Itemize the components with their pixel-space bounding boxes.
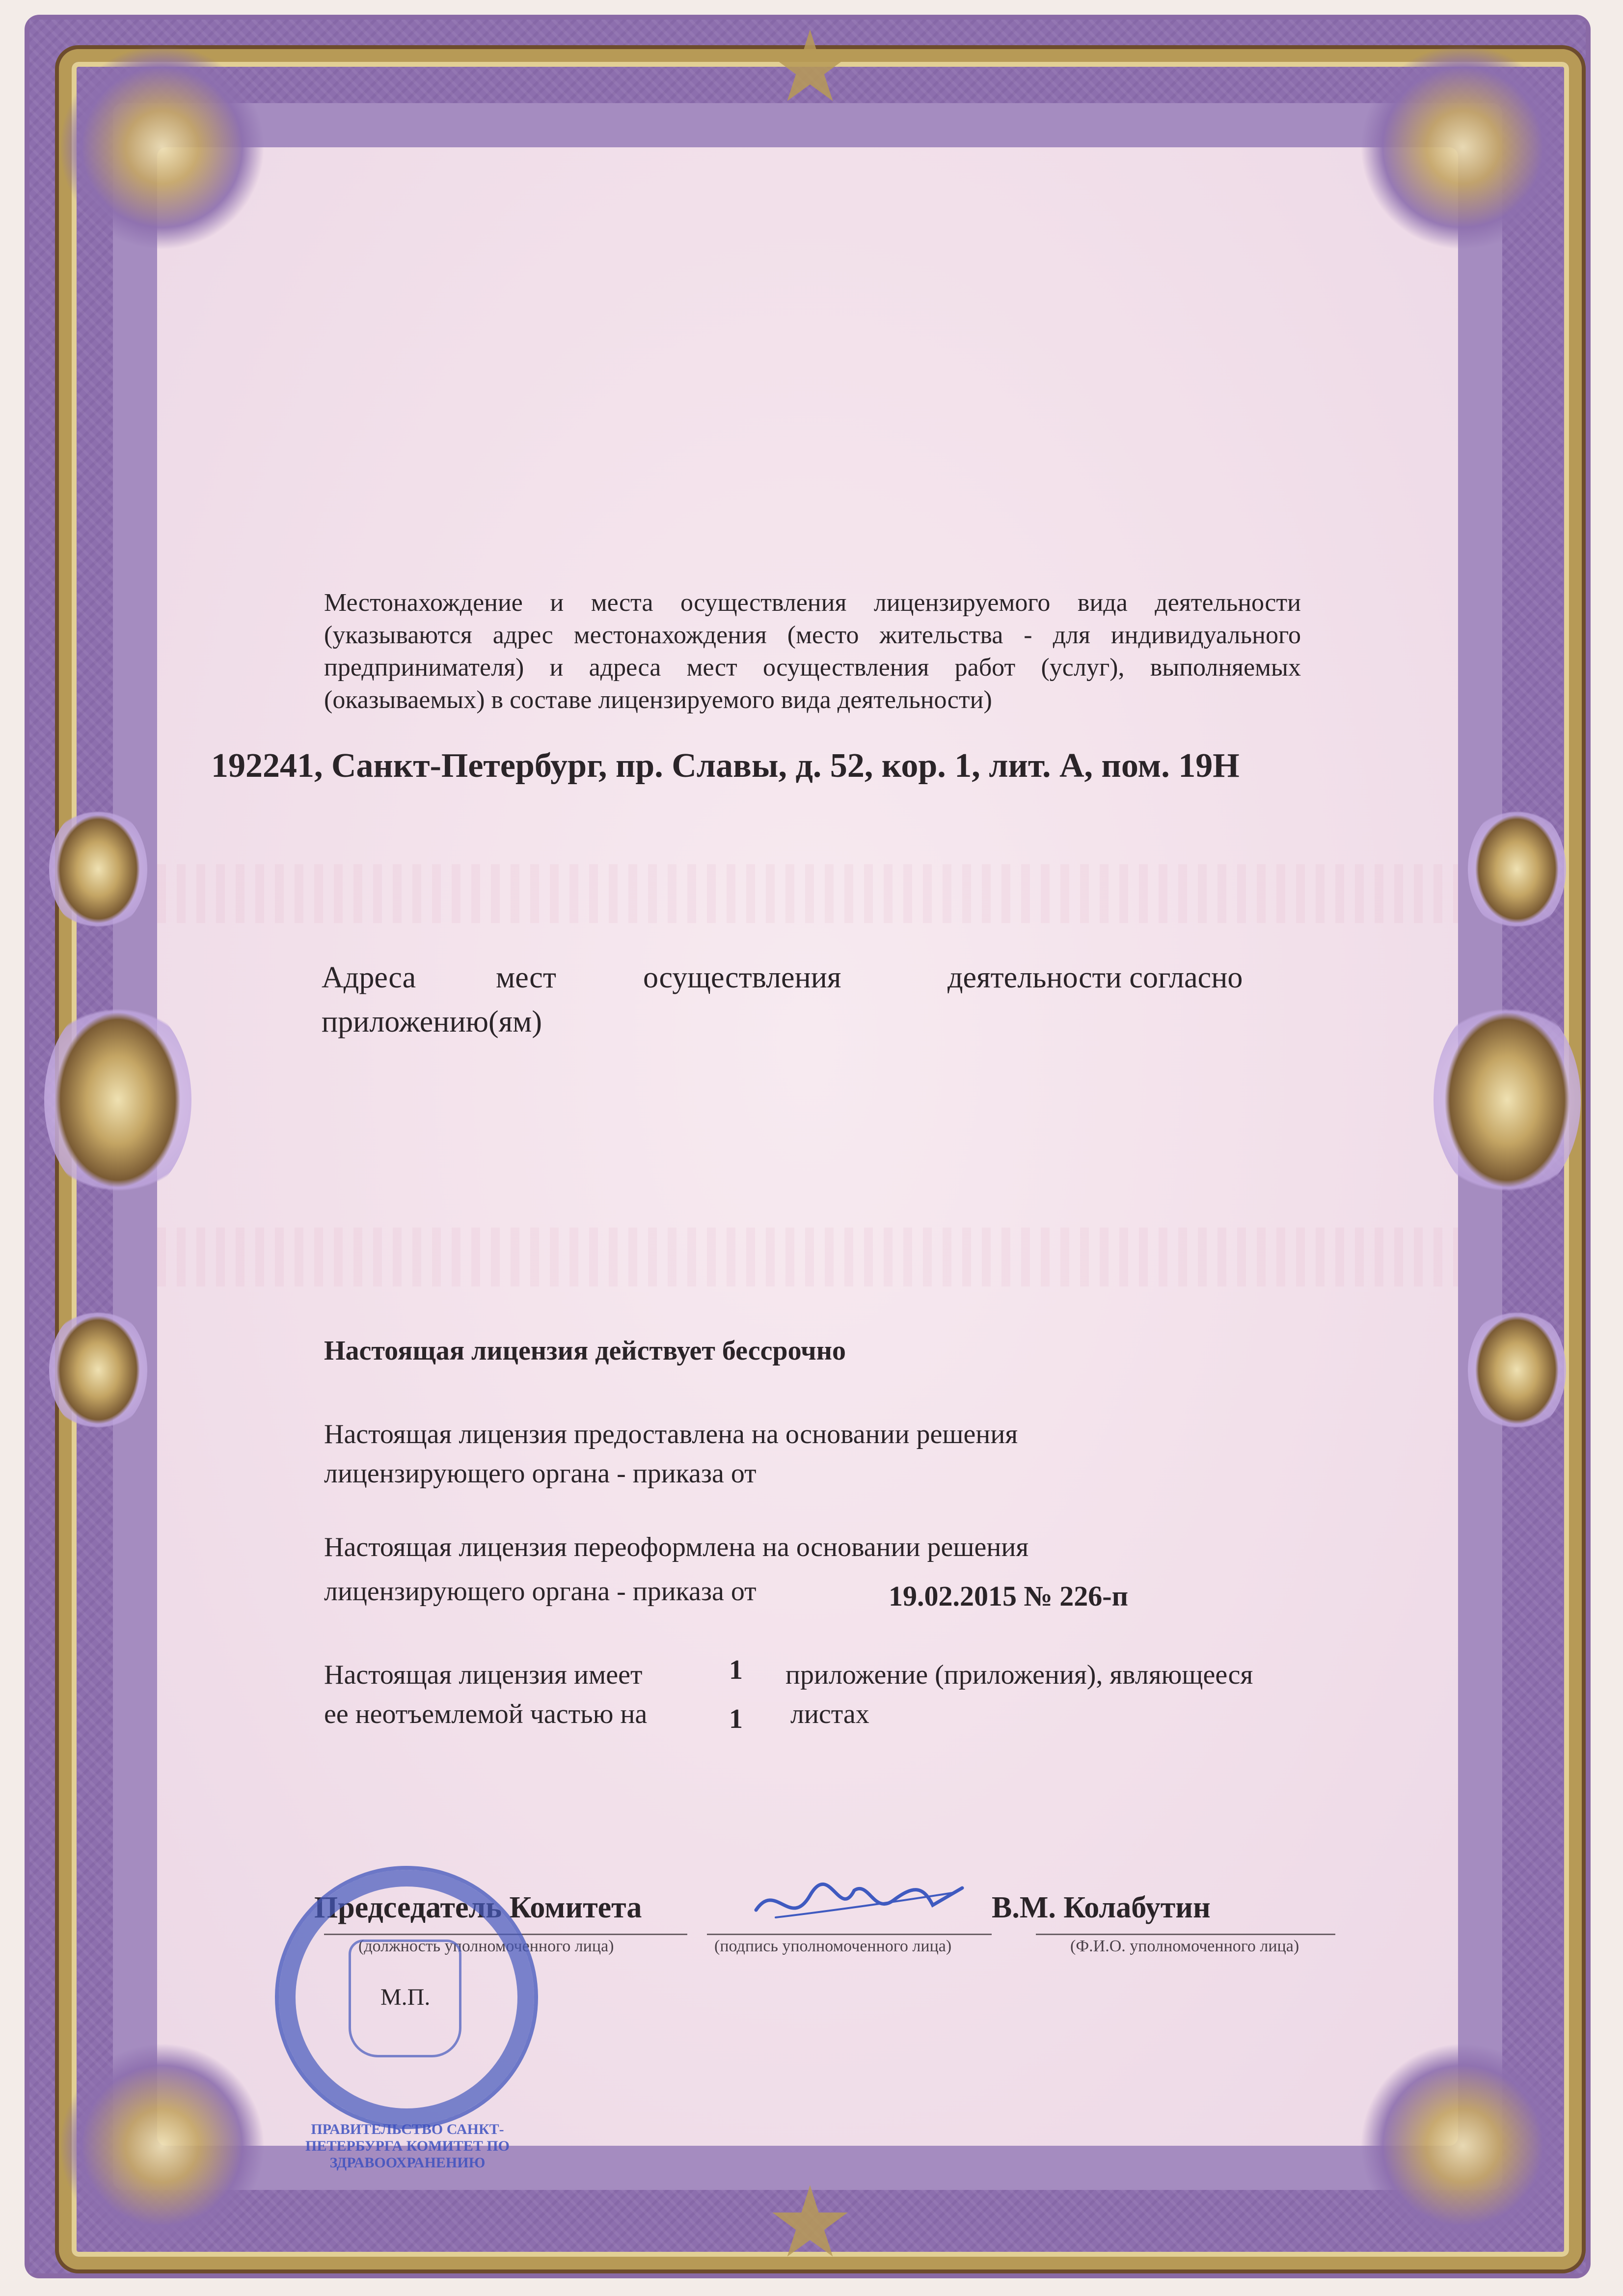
signatory-name: В.М. Колабутин bbox=[992, 1891, 1211, 1924]
reissued-basis-line1: Настоящая лицензия переоформлена на основании решения bbox=[324, 1532, 1029, 1562]
appendix-line2-prefix: ее неотъемлемой частью на bbox=[324, 1699, 648, 1729]
side-rosette bbox=[1434, 997, 1581, 1203]
appendix-line2-suffix: листах bbox=[790, 1699, 869, 1729]
name-caption: (Ф.И.О. уполномоченного лица) bbox=[1070, 1937, 1299, 1955]
stamp-coat-of-arms bbox=[349, 1940, 461, 2057]
granted-basis-line2: лицензирующего органа - приказа от bbox=[324, 1458, 757, 1489]
side-ornament bbox=[49, 805, 147, 933]
signature-line bbox=[707, 1934, 992, 1935]
guilloche-wave bbox=[157, 864, 1458, 923]
location-intro: Местонахождение и места осуществления лицензируемого вида деятельности (указываются адрес местонахождения (место жительства - для индивидуального предпринимателя) и адреса мест осуществления работ (услуг), выполняемых (оказываемых) в составе лицензируемого вида деятельности) bbox=[324, 589, 1301, 714]
guilloche-wave bbox=[157, 1228, 1458, 1286]
license-address: 192241, Санкт-Петербург, пр. Славы, д. 52, кор. 1, лит. А, пом. 19Н bbox=[211, 747, 1240, 785]
corner-ornament bbox=[59, 44, 265, 250]
reissue-order-number: 19.02.2015 № 226-п bbox=[889, 1580, 1129, 1612]
name-line bbox=[1036, 1934, 1335, 1935]
signature-caption: (подпись уполномоченного лица) bbox=[714, 1937, 952, 1955]
handwritten-signature bbox=[746, 1871, 972, 1935]
position-caption: (должность уполномоченного лица) bbox=[358, 1937, 614, 1955]
corner-ornament bbox=[59, 2043, 265, 2249]
side-rosette bbox=[44, 997, 191, 1203]
side-ornament bbox=[1468, 805, 1566, 933]
side-ornament bbox=[1468, 1306, 1566, 1434]
activity-places-line2: приложению(ям) bbox=[322, 1005, 542, 1039]
activity-places-word1: Адреса bbox=[322, 961, 416, 994]
stamp-text: ПРАВИТЕЛЬСТВО САНКТ-ПЕТЕРБУРГА КОМИТЕТ ПО ЗДРАВООХРАНЕНИЮ bbox=[305, 2121, 510, 2171]
activity-places-word3: осуществления bbox=[643, 961, 841, 994]
appendix-line1-prefix: Настоящая лицензия имеет bbox=[324, 1660, 643, 1690]
activity-places-word4: деятельности согласно bbox=[947, 961, 1243, 994]
activity-places-word2: мест bbox=[496, 961, 556, 994]
granted-basis-line1: Настоящая лицензия предоставлена на основании решения bbox=[324, 1419, 1018, 1449]
appendix-count: 1 bbox=[729, 1655, 743, 1685]
side-ornament bbox=[49, 1306, 147, 1434]
corner-ornament bbox=[1360, 44, 1566, 250]
corner-ornament bbox=[1360, 2043, 1566, 2249]
appendix-sheets: 1 bbox=[729, 1704, 743, 1734]
appendix-line1-suffix: приложение (приложения), являющееся bbox=[785, 1660, 1253, 1690]
seal-place-label: М.П. bbox=[380, 1984, 431, 2010]
signatory-position: Председатель Комитета bbox=[314, 1891, 642, 1924]
license-validity: Настоящая лицензия действует бессрочно bbox=[324, 1336, 846, 1366]
paper-area bbox=[157, 147, 1458, 2146]
reissued-basis-line2: лицензирующего органа - приказа от bbox=[324, 1576, 757, 1607]
